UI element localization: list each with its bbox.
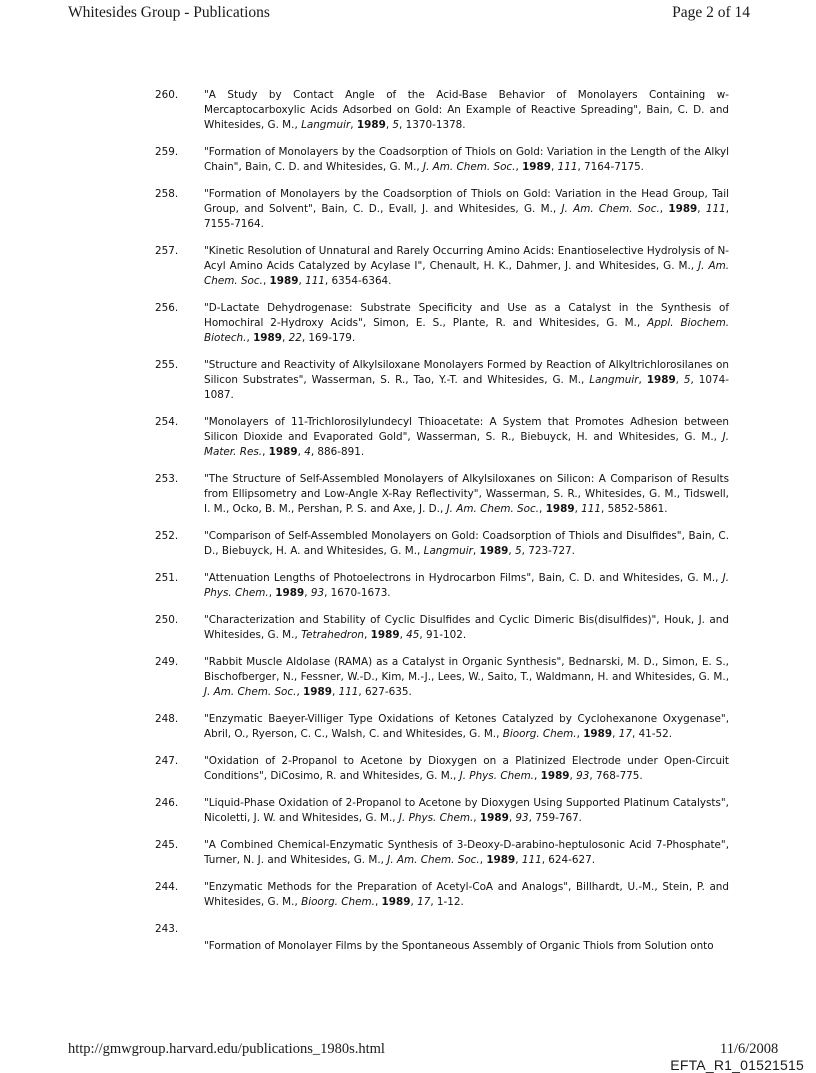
publication-number: 259. <box>155 146 179 158</box>
publication-year: 1989 <box>303 686 332 698</box>
publication-entry <box>155 88 729 133</box>
publication-entry <box>155 244 729 289</box>
page-range: , 7155-7164. <box>204 203 730 230</box>
publication-entry <box>155 358 729 403</box>
journal-volume: 111 <box>581 503 602 515</box>
publication-citation: "Characterization and Stability of Cyclic Disulfides and Cyclic Dimeric Bis(disulfides)", Houk, J. and Whitesides, G. M., Tetrahedron, 1989, 45, 91-102. <box>204 614 729 641</box>
journal-volume: 111 <box>305 275 325 287</box>
publication-entry <box>155 655 729 700</box>
publication-year: 1989 <box>545 503 575 515</box>
publication-number: 254. <box>155 416 179 428</box>
publication-title-authors: "The Structure of Self-Assembled Monolayers of Alkylsiloxanes on Silicon: A Comparison of Results from Ellipsometry and Low-Angle X-Ray Reflectivity", Wasserman, S. R., Whitesides, G. M., Tidswell, I. M., Ocko, B. M., Pershan, P. S. and Axe, J. D., <box>204 473 729 515</box>
publication-citation: "Structure and Reactivity of Alkylsiloxane Monolayers Formed by Reaction of Alkyltrichlorosilanes on Silicon Substrates", Wasserman, S. R., Tao, Y.-T. and Whitesides, G. M., Langmuir, 1989, 5, 1074-1087. <box>204 359 729 401</box>
journal-volume: 111 <box>557 161 578 173</box>
journal-volume: 111 <box>705 203 726 215</box>
journal-volume: 45 <box>406 629 420 641</box>
publication-citation: "D-Lactate Dehydrogenase: Substrate Specificity and Use as a Catalyst in the Synthesis of Homochiral 2-Hydroxy Acids", Simon, E. S., Plante, R. and Whitesides, G. M., Appl. Biochem. Biotech., 1989, 22, 169-179. <box>204 302 730 344</box>
publication-title-authors: "Enzymatic Methods for the Preparation of Acetyl-CoA and Analogs", Billhardt, U.-M., Stein, P. and Whitesides, G. M., <box>204 881 729 908</box>
publication-number: 248. <box>155 713 179 725</box>
publication-citation: "Formation of Monolayers by the Coadsorption of Thiols on Gold: Variation in the Length of the Alkyl Chain", Bain, C. D. and Whitesides, G. M., J. Am. Chem. Soc., 1989, 111, 7164-7175. <box>204 146 729 173</box>
publication-citation: "Enzymatic Baeyer-Villiger Type Oxidations of Ketones Catalyzed by Cyclohexanone Oxygenase", Abril, O., Ryerson, C. C., Walsh, C. and Whitesides, G. M., Bioorg. Chem., 1989, 17, 41-52. <box>204 713 729 740</box>
publication-entry <box>155 571 729 601</box>
journal-name: J. Mater. Res. <box>204 431 729 458</box>
journal-volume: 93 <box>515 812 529 824</box>
publication-citation: "Enzymatic Methods for the Preparation of Acetyl-CoA and Analogs", Billhardt, U.-M., Stein, P. and Whitesides, G. M., Bioorg. Chem., 1989, 17, 1-12. <box>204 881 729 908</box>
journal-name: J. Phys. Chem. <box>459 770 534 782</box>
publication-title-authors: "Liquid-Phase Oxidation of 2-Propanol to Acetone by Dioxygen Using Supported Platinum Catalysts", Nicoletti, J. W. and Whitesides, G. M., <box>204 797 729 824</box>
publication-year: 1989 <box>268 446 298 458</box>
journal-name: J. Am. Chem. Soc. <box>204 260 729 287</box>
publication-title-authors: "Oxidation of 2-Propanol to Acetone by Dioxygen on a Platinized Electrode under Open-Circuit Conditions", DiCosimo, R. and Whitesides, G. M., <box>204 755 729 782</box>
publication-year: 1989 <box>646 374 676 386</box>
journal-volume: 111 <box>338 686 359 698</box>
publication-number: 245. <box>155 839 179 851</box>
publication-list <box>155 88 729 966</box>
journal-volume: 93 <box>576 770 590 782</box>
publication-year: 1989 <box>486 854 516 866</box>
publication-citation: "Oxidation of 2-Propanol to Acetone by Dioxygen on a Platinized Electrode under Open-Circuit Conditions", DiCosimo, R. and Whitesides, G. M., J. Phys. Chem., 1989, 93, 768-775. <box>204 755 729 782</box>
journal-name: J. Am. Chem. Soc. <box>387 854 480 866</box>
page-range: , 768-775. <box>589 770 643 782</box>
publication-entry <box>155 712 729 742</box>
publication-citation: "Kinetic Resolution of Unnatural and Rarely Occurring Amino Acids: Enantioselective Hydrolysis of N-Acyl Amino Acids Catalyzed by Acylase I", Chenault, H. K., Dahmer, J. and Whitesides, G. M., J. Am. Chem. Soc., 1989, 111, 6354-6364. <box>204 245 729 287</box>
publication-title-authors: "Kinetic Resolution of Unnatural and Rarely Occurring Amino Acids: Enantioselective Hydrolysis of N-Acyl Amino Acids Catalyzed by Acylase I", Chenault, H. K., Dahmer, J. and Whitesides, G. M., <box>204 245 729 272</box>
journal-name: J. Phys. Chem. <box>204 572 729 599</box>
journal-name: J. Am. Chem. Soc. <box>423 161 516 173</box>
publication-citation: "Formation of Monolayer Films by the Spontaneous Assembly of Organic Thiols from Solution onto <box>204 940 714 952</box>
page-range: , 759-767. <box>528 812 582 824</box>
journal-volume: 111 <box>521 854 542 866</box>
publication-number: 252. <box>155 530 179 542</box>
journal-name: Appl. Biochem. Biotech. <box>204 317 730 344</box>
publication-year: 1989 <box>479 812 509 824</box>
publication-entry <box>155 187 729 232</box>
page-number: Page 2 of 14 <box>672 4 750 21</box>
page-range: , 1670-1673. <box>324 587 391 599</box>
publication-number: 243. <box>155 923 179 935</box>
journal-name: Langmuir <box>589 374 639 386</box>
publication-number: 255. <box>155 359 179 371</box>
journal-volume: 17 <box>618 728 632 740</box>
publication-number: 244. <box>155 881 179 893</box>
page-range: , 886-891. <box>310 446 365 458</box>
publication-title-authors: "Comparison of Self-Assembled Monolayers on Gold: Coadsorption of Thiols and Disulfides", Bain, C. D., Biebuyck, H. A. and Whitesides, G. M., <box>204 530 729 557</box>
journal-name: J. Am. Chem. Soc. <box>204 686 297 698</box>
publication-entry <box>155 529 729 559</box>
journal-name: J. Am. Chem. Soc. <box>561 203 660 215</box>
footer-url[interactable]: http://gmwgroup.harvard.edu/publications_1980s.html <box>68 1041 385 1057</box>
publication-title-authors: "D-Lactate Dehydrogenase: Substrate Specificity and Use as a Catalyst in the Synthesis of Homochiral 2-Hydroxy Acids", Simon, E. S., Plante, R. and Whitesides, G. M., <box>204 302 729 329</box>
publication-year: 1989 <box>356 119 386 131</box>
page-range: , 91-102. <box>419 629 467 641</box>
publication-number: 260. <box>155 89 179 101</box>
publication-number: 256. <box>155 302 179 314</box>
journal-name: J. Phys. Chem. <box>398 812 474 824</box>
journal-name: Langmuir <box>301 119 351 131</box>
publication-citation: "Comparison of Self-Assembled Monolayers on Gold: Coadsorption of Thiols and Disulfides", Bain, C. D., Biebuyck, H. A. and Whitesides, G. M., Langmuir, 1989, 5, 723-727. <box>204 530 729 557</box>
publication-number: 247. <box>155 755 179 767</box>
page-range: , 6354-6364. <box>324 275 392 287</box>
publication-citation: "The Structure of Self-Assembled Monolayers of Alkylsiloxanes on Silicon: A Comparison of Results from Ellipsometry and Low-Angle X-Ray Reflectivity", Wasserman, S. R., Whitesides, G. M., Tidswell, I. M., Ocko, B. M., Pershan, P. S. and Axe, J. D., J. Am. Chem. Soc., 1989, 111, 5852-5861. <box>204 473 729 515</box>
document-id: EFTA_R1_01521515 <box>670 1057 804 1073</box>
publication-citation: "A Combined Chemical-Enzymatic Synthesis of 3-Deoxy-D-arabino-heptulosonic Acid 7-Phosphate", Turner, N. J. and Whitesides, G. M., J. Am. Chem. Soc., 1989, 111, 624-627. <box>204 839 729 866</box>
publication-entry <box>155 301 729 346</box>
publication-year: 1989 <box>540 770 570 782</box>
publication-year: 1989 <box>269 275 299 287</box>
publication-citation: "A Study by Contact Angle of the Acid-Base Behavior of Monolayers Containing w-Mercaptocarboxylic Acids Adsorbed on Gold: An Example of Reactive Spreading", Bain, C. D. and Whitesides, G. M., Langmuir, 1989, 5, 1370-1378. <box>204 89 729 131</box>
publication-year: 1989 <box>479 545 509 557</box>
publication-year: 1989 <box>370 629 400 641</box>
publication-number: 249. <box>155 656 179 668</box>
publication-number: 251. <box>155 572 179 584</box>
publication-title-authors: "Formation of Monolayers by the Coadsorption of Thiols on Gold: Variation in the Head Group, Tail Group, and Solvent", Bain, C. D., Evall, J. and Whitesides, G. M., <box>204 188 729 215</box>
journal-name: Bioorg. Chem. <box>502 728 577 740</box>
publication-year: 1989 <box>275 587 305 599</box>
page-range: , 1370-1378. <box>399 119 466 131</box>
publication-title-authors: "Structure and Reactivity of Alkylsiloxane Monolayers Formed by Reaction of Alkyltrichlorosilanes on Silicon Substrates", Wasserman, S. R., Tao, Y.-T. and Whitesides, G. M., <box>204 359 729 386</box>
publication-citation: "Attenuation Lengths of Photoelectrons in Hydrocarbon Films", Bain, C. D. and Whitesides, G. M., J. Phys. Chem., 1989, 93, 1670-1673. <box>204 572 729 599</box>
journal-name: Langmuir <box>423 545 473 557</box>
journal-volume: 17 <box>417 896 431 908</box>
journal-name: Bioorg. Chem. <box>301 896 375 908</box>
page-range: , 41-52. <box>631 728 673 740</box>
footer-date: 11/6/2008 <box>720 1041 779 1057</box>
publication-entry <box>155 415 729 460</box>
publication-year: 1989 <box>253 332 282 344</box>
publication-year: 1989 <box>583 728 613 740</box>
page-range: , 169-179. <box>301 332 356 344</box>
publication-entry-truncated <box>155 922 729 954</box>
publication-number: 257. <box>155 245 179 257</box>
publication-title-authors: "A Combined Chemical-Enzymatic Synthesis of 3-Deoxy-D-arabino-heptulosonic Acid 7-Phosphate", Turner, N. J. and Whitesides, G. M., <box>204 839 729 866</box>
page-range: , 1074-1087. <box>204 374 729 401</box>
journal-volume: 93 <box>310 587 325 599</box>
publication-entry <box>155 145 729 175</box>
journal-volume: 5 <box>683 374 691 386</box>
publication-title-authors: "Attenuation Lengths of Photoelectrons in Hydrocarbon Films", Bain, C. D. and Whitesides, G. M., <box>204 572 723 584</box>
publication-year: 1989 <box>668 203 698 215</box>
publication-title-authors: "Characterization and Stability of Cyclic Disulfides and Cyclic Dimeric Bis(disulfides)", Houk, J. and Whitesides, G. M., <box>204 614 729 641</box>
publication-citation: "Formation of Monolayers by the Coadsorption of Thiols on Gold: Variation in the Head Group, Tail Group, and Solvent", Bain, C. D., Evall, J. and Whitesides, G. M., J. Am. Chem. Soc., 1989, 111, 7155-7164. <box>204 188 730 230</box>
page-range: , 7164-7175. <box>577 161 644 173</box>
page-range: , 723-727. <box>521 545 575 557</box>
publication-title-authors: "Rabbit Muscle Aldolase (RAMA) as a Catalyst in Organic Synthesis", Bednarski, M. D., Simon, E. S., Bischofberger, N., Fessner, W.-D., Kim, M.-J., Lees, W., Saito, T., Waldmann, H. and Whitesides, G. M., <box>204 656 729 683</box>
publication-title-authors: "Formation of Monolayers by the Coadsorption of Thiols on Gold: Variation in the Length of the Alkyl Chain", Bain, C. D. and Whitesides, G. M., <box>204 146 729 173</box>
publication-citation: "Monolayers of 11-Trichlorosilylundecyl Thioacetate: A System that Promotes Adhesion between Silicon Dioxide and Evaporated Gold", Wasserman, S. R., Biebuyck, H. and Whitesides, G. M., J. Mater. Res., 1989, 4, 886-891. <box>204 416 729 458</box>
publication-year: 1989 <box>522 161 551 173</box>
publication-entry <box>155 613 729 643</box>
journal-name: Tetrahedron <box>301 629 365 641</box>
publication-number: 253. <box>155 473 179 485</box>
page-range: , 1-12. <box>430 896 464 908</box>
publication-entry <box>155 754 729 784</box>
publication-number: 250. <box>155 614 179 626</box>
publication-entry <box>155 880 729 910</box>
publication-citation: "Liquid-Phase Oxidation of 2-Propanol to Acetone by Dioxygen Using Supported Platinum Catalysts", Nicoletti, J. W. and Whitesides, G. M., J. Phys. Chem., 1989, 93, 759-767. <box>204 797 729 824</box>
journal-volume: 4 <box>304 446 311 458</box>
journal-volume: 22 <box>288 332 302 344</box>
publication-title-authors: "A Study by Contact Angle of the Acid-Base Behavior of Monolayers Containing w-Mercaptocarboxylic Acids Adsorbed on Gold: An Example of Reactive Spreading", Bain, C. D. and Whitesides, G. M., <box>204 89 729 131</box>
journal-volume: 5 <box>515 545 522 557</box>
page-range: , 5852-5861. <box>601 503 668 515</box>
publication-year: 1989 <box>381 896 411 908</box>
publication-title-authors: "Monolayers of 11-Trichlorosilylundecyl Thioacetate: A System that Promotes Adhesion between Silicon Dioxide and Evaporated Gold", Wasserman, S. R., Biebuyck, H. and Whitesides, G. M., <box>204 416 729 443</box>
journal-volume: 5 <box>392 119 400 131</box>
publication-number: 258. <box>155 188 179 200</box>
page-range: , 627-635. <box>358 686 412 698</box>
publication-title-authors: "Enzymatic Baeyer-Villiger Type Oxidations of Ketones Catalyzed by Cyclohexanone Oxygenase", Abril, O., Ryerson, C. C., Walsh, C. and Whitesides, G. M., <box>204 713 729 740</box>
publication-entry <box>155 472 729 517</box>
publication-citation: "Rabbit Muscle Aldolase (RAMA) as a Catalyst in Organic Synthesis", Bednarski, M. D., Simon, E. S., Bischofberger, N., Fessner, W.-D., Kim, M.-J., Lees, W., Saito, T., Waldmann, H. and Whitesides, G. M., J. Am. Chem. Soc., 1989, 111, 627-635. <box>204 656 729 698</box>
publication-number: 246. <box>155 797 179 809</box>
page-header-title: Whitesides Group - Publications <box>68 4 270 21</box>
journal-name: J. Am. Chem. Soc. <box>446 503 540 515</box>
page-range: , 624-627. <box>541 854 596 866</box>
publication-entry <box>155 796 729 826</box>
publication-entry <box>155 838 729 868</box>
